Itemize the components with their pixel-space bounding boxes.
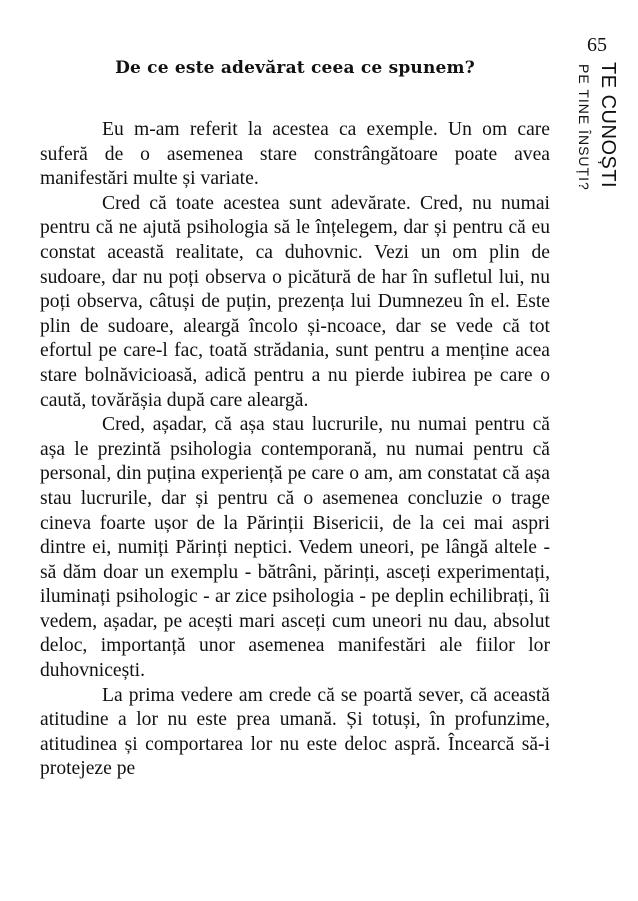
paragraph-1: Eu m-am referit la acestea ca exemple. Un om care suferă de o asemenea stare constrângătoare poate avea manifestări multe și variate. <box>40 119 550 190</box>
body-text <box>40 118 550 782</box>
paragraph-4: La prima vedere am crede că se poartă sever, că această atitudine a lor nu este prea umană. Și totuși, în profunzime, atitudinea și comportarea lor nu este deloc aspră. Încearcă să-i protejeze pe <box>40 684 550 780</box>
paragraph-3: Cred, așadar, că așa stau lucrurile, nu numai pentru că așa le prezintă psihologia contemporană, nu numai pentru că personal, din puțina experiență pe care o am, am constatat că așa stau lucrurile, dar și pentru că o asemenea concluzie o trage cineva foarte ușor de la Părinții Bisericii, de la cei mai aspri dintre ei, numiți Părinți neptici. Vedem uneori, pe lângă altele - să dăm doar un exemplu - bătrâni, părinți, asceți experimentați, iluminați psihologic - ar zice psihologia - pe deplin echilibrați, îi vedem, așadar, pe acești mari asceți cum uneori nu dau, absolut deloc, importanță unor asemenea manifestări ale fiilor lor duhovnicești. <box>40 414 550 682</box>
paragraph-2: Cred că toate acestea sunt adevărate. Cred, nu numai pentru că ne ajută psihologia să le înțelegem, dar și pentru că eu constat această realitate, ca duhovnic. Vezi un om plin de sudoare, dar nu poți observa o picătură de har în sufletul lui, nu poți observa, câtuși de puțin, prezența lui Dumnezeu în el. Este plin de sudoare, aleargă încolo și-ncoace, dar se vede că tot efortul pe care-l fac, toată strădania, sunt pentru a menține acea stare bolnăvicioasă, adică pentru a nu pierde iubirea pe care o caută, tovărășia după care aleargă. <box>40 192 550 411</box>
running-head-title: TE CUNOȘTI <box>597 62 619 189</box>
page-number: 65 <box>587 34 607 56</box>
section-heading: De ce este adevărat ceea ce spunem? <box>115 58 475 78</box>
running-head-subtitle: PE TINE ÎNSUȚI? <box>576 64 592 191</box>
